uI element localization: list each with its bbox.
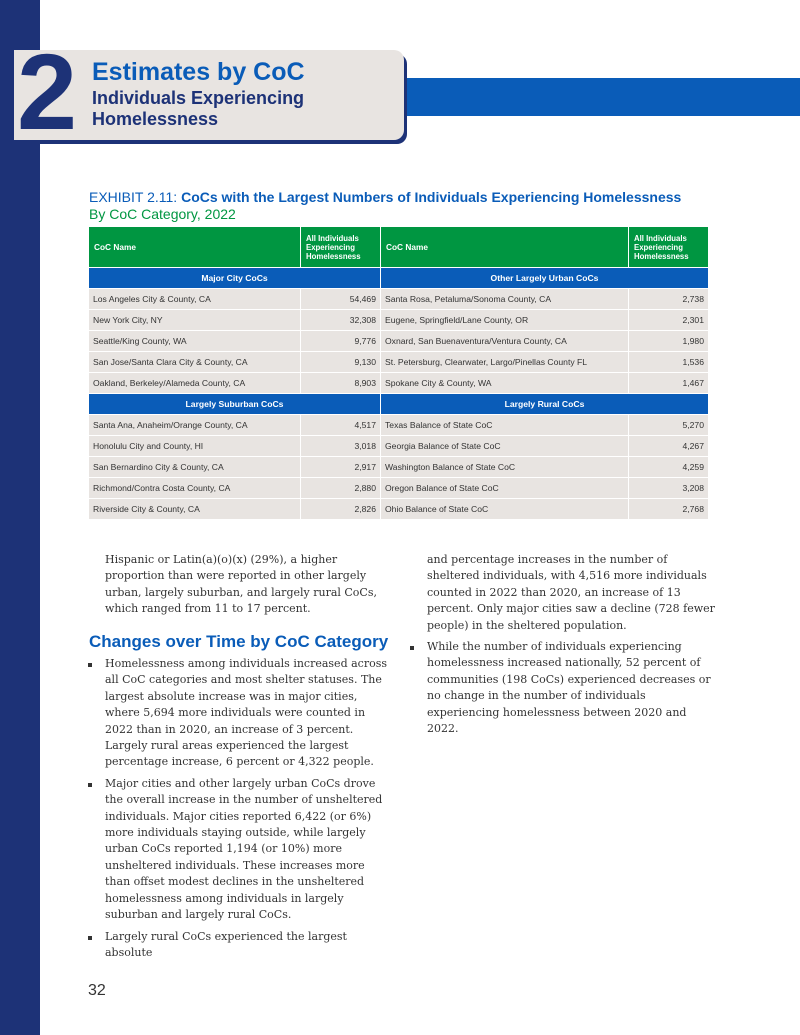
right-bullet-list (410, 639, 715, 742)
coc-value-cell: 1,536 (629, 352, 709, 373)
list-item (88, 656, 390, 771)
col-header-value: All Individuals Experiencing Homelessness (301, 227, 381, 268)
bullet-marker (88, 783, 92, 787)
col-header-coc-name: CoC Name (89, 227, 301, 268)
intro-paragraph: Hispanic or Latin(a)(o)(x) (29%), a higher proportion than were reported in other largely urban, largely suburban, and largely rural CoCs, which ranged from 11 to 17 percent. (105, 553, 377, 616)
coc-value-cell: 9,776 (301, 331, 381, 352)
bullet-marker (410, 646, 414, 650)
coc-value-cell: 4,267 (629, 436, 709, 457)
coc-value-cell: 5,270 (629, 415, 709, 436)
table-row (89, 310, 709, 331)
left-bullet-list (88, 656, 390, 966)
list-item (88, 929, 390, 962)
bullet-marker (88, 936, 92, 940)
section-heading: Changes over Time by CoC Category (89, 632, 389, 651)
coc-name-cell: Los Angeles City & County, CA (89, 289, 301, 310)
table-row (89, 478, 709, 499)
list-item-text: Homelessness among individuals increased across all CoC categories and most shelter statuses. The largest absolute increase was in major cities, where 5,694 more individuals were counted in 2022 than in 2020, an increase of 3 percent. Largely rural areas experienced the largest percentage increase, 6 percent or 4,322 people. (105, 657, 387, 769)
chapter-title: Estimates by CoC (92, 58, 305, 86)
coc-value-cell: 3,208 (629, 478, 709, 499)
coc-value-cell: 2,301 (629, 310, 709, 331)
table-row (89, 457, 709, 478)
category-label: Largely Rural CoCs (381, 394, 709, 415)
bullet-marker (88, 663, 92, 667)
list-item-text: Largely rural CoCs experienced the largest absolute (105, 929, 347, 959)
coc-name-cell: San Jose/Santa Clara City & County, CA (89, 352, 301, 373)
coc-value-cell: 2,768 (629, 499, 709, 520)
exhibit-heading (89, 189, 681, 205)
coc-name-cell: Ohio Balance of State CoC (381, 499, 629, 520)
table-row (89, 331, 709, 352)
coc-name-cell: Oregon Balance of State CoC (381, 478, 629, 499)
coc-name-cell: Oakland, Berkeley/Alameda County, CA (89, 373, 301, 394)
list-item-text: Major cities and other largely urban CoCs drove the overall increase in the number of unsheltered individuals. Major cities reported 6,422 (or 6%) more individuals staying outside, while largely urban CoCs reported 1,194 (or 10%) more unsheltered individuals. These increases more than offset modest declines in the unsheltered homelessness among individuals in largely suburban and largely rural CoCs. (105, 776, 383, 922)
chapter-number: 2 (17, 31, 74, 152)
coc-value-cell: 4,259 (629, 457, 709, 478)
page-number: 32 (88, 982, 106, 999)
coc-name-cell: Santa Ana, Anaheim/Orange County, CA (89, 415, 301, 436)
coc-name-cell: Richmond/Contra Costa County, CA (89, 478, 301, 499)
coc-name-cell: Texas Balance of State CoC (381, 415, 629, 436)
list-item (88, 776, 390, 924)
table-row (89, 289, 709, 310)
list-item (410, 639, 715, 737)
coc-value-cell: 54,469 (301, 289, 381, 310)
coc-name-cell: Oxnard, San Buenaventura/Ventura County, CA (381, 331, 629, 352)
coc-name-cell: Spokane City & County, WA (381, 373, 629, 394)
coc-value-cell: 4,517 (301, 415, 381, 436)
exhibit-label: EXHIBIT 2.11: (89, 189, 178, 205)
coc-name-cell: Seattle/King County, WA (89, 331, 301, 352)
table-row (89, 352, 709, 373)
sidebar-band (0, 0, 40, 1035)
category-row (89, 394, 709, 415)
coc-value-cell: 2,880 (301, 478, 381, 499)
coc-value-cell: 9,130 (301, 352, 381, 373)
coc-value-cell: 1,467 (629, 373, 709, 394)
coc-value-cell: 3,018 (301, 436, 381, 457)
coc-name-cell: New York City, NY (89, 310, 301, 331)
category-label: Largely Suburban CoCs (89, 394, 381, 415)
category-label: Major City CoCs (89, 268, 381, 289)
coc-value-cell: 2,738 (629, 289, 709, 310)
coc-value-cell: 32,308 (301, 310, 381, 331)
coc-name-cell: Eugene, Springfield/Lane County, OR (381, 310, 629, 331)
coc-name-cell: Santa Rosa, Petaluma/Sonoma County, CA (381, 289, 629, 310)
col-header-value: All Individuals Experiencing Homelessness (629, 227, 709, 268)
coc-value-cell: 8,903 (301, 373, 381, 394)
col-header-coc-name: CoC Name (381, 227, 629, 268)
category-row (89, 268, 709, 289)
coc-name-cell: Riverside City & County, CA (89, 499, 301, 520)
coc-name-cell: Honolulu City and County, HI (89, 436, 301, 457)
table-row (89, 415, 709, 436)
coc-value-cell: 1,980 (629, 331, 709, 352)
header-banner-bar (402, 78, 800, 116)
exhibit-subtitle: By CoC Category, 2022 (89, 206, 236, 222)
chapter-subtitle: Individuals Experiencing Homelessness (92, 88, 305, 129)
category-label: Other Largely Urban CoCs (381, 268, 709, 289)
coc-name-cell: Georgia Balance of State CoC (381, 436, 629, 457)
coc-name-cell: St. Petersburg, Clearwater, Largo/Pinellas County FL (381, 352, 629, 373)
table-row (89, 499, 709, 520)
right-continuation-paragraph: and percentage increases in the number of sheltered individuals, with 4,516 more individuals counted in 2022 than 2020, an increase of 13 percent. Only major cities saw a decline (728 fewer people) in the sheltered population. (427, 553, 715, 632)
coc-name-cell: San Bernardino City & County, CA (89, 457, 301, 478)
list-item-text: While the number of individuals experiencing homelessness increased nationally, 52 percent of communities (198 CoCs) experienced decreases or no change in the number of individuals experiencing homelessness between 2020 and 2022. (427, 640, 711, 736)
coc-value-cell: 2,917 (301, 457, 381, 478)
coc-value-cell: 2,826 (301, 499, 381, 520)
exhibit-title: CoCs with the Largest Numbers of Individuals Experiencing Homelessness (181, 189, 682, 205)
table-row (89, 436, 709, 457)
coc-name-cell: Washington Balance of State CoC (381, 457, 629, 478)
table-row (89, 373, 709, 394)
coc-table (88, 226, 709, 520)
table-header-row (89, 227, 709, 268)
